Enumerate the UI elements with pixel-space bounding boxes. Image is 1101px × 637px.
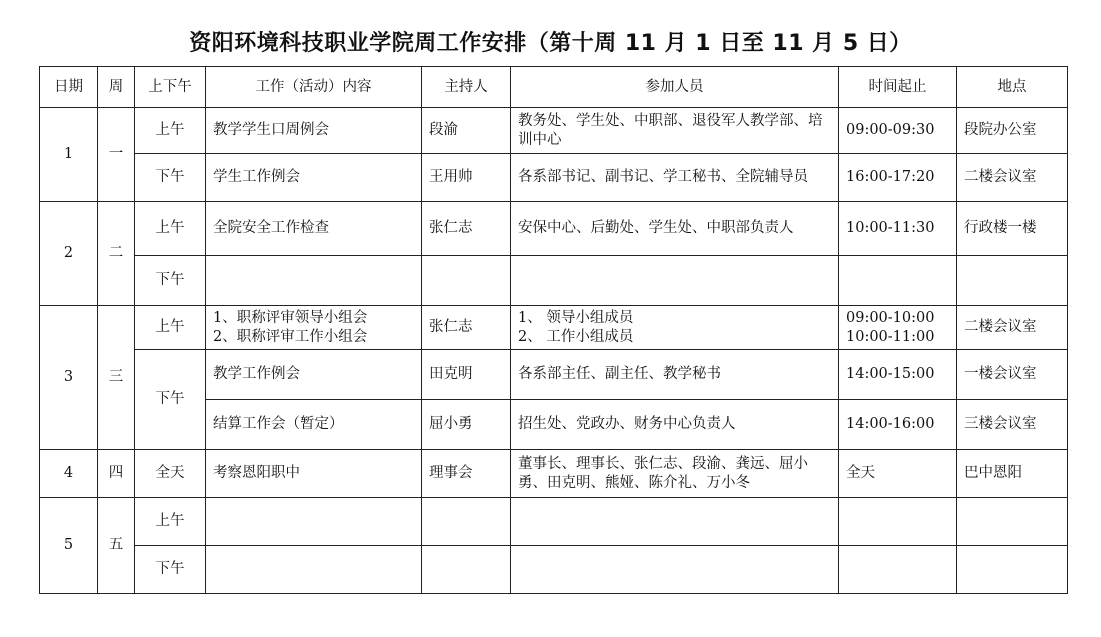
location-cell: 二楼会议室 (957, 306, 1068, 350)
table-row (40, 154, 1068, 202)
header-date: 日期 (40, 67, 98, 108)
host-cell (422, 256, 511, 306)
participants-cell (511, 498, 839, 546)
date-cell: 1 (40, 108, 98, 202)
header-row (40, 67, 1068, 108)
table-row (40, 256, 1068, 306)
time-cell: 09:00-09:30 (839, 108, 957, 154)
host-cell: 张仁志 (422, 202, 511, 256)
time-cell: 14:00-16:00 (839, 400, 957, 450)
header-host: 主持人 (422, 67, 511, 108)
header-participants: 参加人员 (511, 67, 839, 108)
host-cell: 段渝 (422, 108, 511, 154)
content-cell (206, 498, 422, 546)
location-cell: 一楼会议室 (957, 350, 1068, 400)
host-cell: 王用帅 (422, 154, 511, 202)
table-row (40, 546, 1068, 594)
location-cell: 段院办公室 (957, 108, 1068, 154)
time-cell: 16:00-17:20 (839, 154, 957, 202)
header-location: 地点 (957, 67, 1068, 108)
date-cell: 4 (40, 450, 98, 498)
table-row (40, 202, 1068, 256)
location-cell: 行政楼一楼 (957, 202, 1068, 256)
weekday-cell: 五 (98, 498, 135, 594)
date-cell: 5 (40, 498, 98, 594)
period-cell: 下午 (135, 256, 206, 306)
host-cell (422, 498, 511, 546)
time-cell (839, 256, 957, 306)
weekday-cell: 一 (98, 108, 135, 202)
period-cell: 下午 (135, 350, 206, 450)
host-cell (422, 546, 511, 594)
table-row (40, 498, 1068, 546)
location-cell (957, 546, 1068, 594)
content-cell: 教学学生口周例会 (206, 108, 422, 154)
time-cell: 全天 (839, 450, 957, 498)
table-row (40, 306, 1068, 350)
host-cell: 田克明 (422, 350, 511, 400)
content-cell (206, 256, 422, 306)
header-ampm: 上下午 (135, 67, 206, 108)
time-cell: 14:00-15:00 (839, 350, 957, 400)
content-cell: 学生工作例会 (206, 154, 422, 202)
time-cell (839, 498, 957, 546)
location-cell (957, 256, 1068, 306)
content-cell (206, 546, 422, 594)
schedule-table (39, 66, 1068, 594)
participants-cell: 各系部主任、副主任、教学秘书 (511, 350, 839, 400)
period-cell: 下午 (135, 154, 206, 202)
date-cell: 2 (40, 202, 98, 306)
date-cell: 3 (40, 306, 98, 450)
participants-cell (511, 546, 839, 594)
header-content: 工作（活动）内容 (206, 67, 422, 108)
participants-cell: 教务处、学生处、中职部、退役军人教学部、培训中心 (511, 108, 839, 154)
weekday-cell: 四 (98, 450, 135, 498)
header-time: 时间起止 (839, 67, 957, 108)
content-cell: 结算工作会（暂定） (206, 400, 422, 450)
period-cell: 上午 (135, 202, 206, 256)
participants-cell: 安保中心、后勤处、学生处、中职部负责人 (511, 202, 839, 256)
weekday-cell: 二 (98, 202, 135, 306)
content-cell: 1、职称评审领导小组会 2、职称评审工作小组会 (206, 306, 422, 350)
content-cell: 考察恩阳职中 (206, 450, 422, 498)
time-cell: 09:00-10:00 10:00-11:00 (839, 306, 957, 350)
page-title: 资阳环境科技职业学院周工作安排（第十周 11 月 1 日至 11 月 5 日） (189, 31, 912, 56)
location-cell: 三楼会议室 (957, 400, 1068, 450)
period-cell: 上午 (135, 306, 206, 350)
location-cell: 巴中恩阳 (957, 450, 1068, 498)
location-cell: 二楼会议室 (957, 154, 1068, 202)
table-row (40, 350, 1068, 400)
participants-cell: 招生处、党政办、财务中心负责人 (511, 400, 839, 450)
participants-cell (511, 256, 839, 306)
host-cell: 理事会 (422, 450, 511, 498)
participants-cell: 1、 领导小组成员 2、 工作小组成员 (511, 306, 839, 350)
table-row (40, 108, 1068, 154)
weekday-cell: 三 (98, 306, 135, 450)
content-cell: 全院安全工作检查 (206, 202, 422, 256)
participants-cell: 各系部书记、副书记、学工秘书、全院辅导员 (511, 154, 839, 202)
content-cell: 教学工作例会 (206, 350, 422, 400)
period-cell: 上午 (135, 108, 206, 154)
period-cell: 全天 (135, 450, 206, 498)
header-week: 周 (98, 67, 135, 108)
host-cell: 张仁志 (422, 306, 511, 350)
table-row (40, 450, 1068, 498)
time-cell (839, 546, 957, 594)
time-cell: 10:00-11:30 (839, 202, 957, 256)
participants-cell: 董事长、理事长、张仁志、段渝、龚远、屈小勇、田克明、熊娅、陈介礼、万小冬 (511, 450, 839, 498)
location-cell (957, 498, 1068, 546)
host-cell: 屈小勇 (422, 400, 511, 450)
period-cell: 下午 (135, 546, 206, 594)
period-cell: 上午 (135, 498, 206, 546)
